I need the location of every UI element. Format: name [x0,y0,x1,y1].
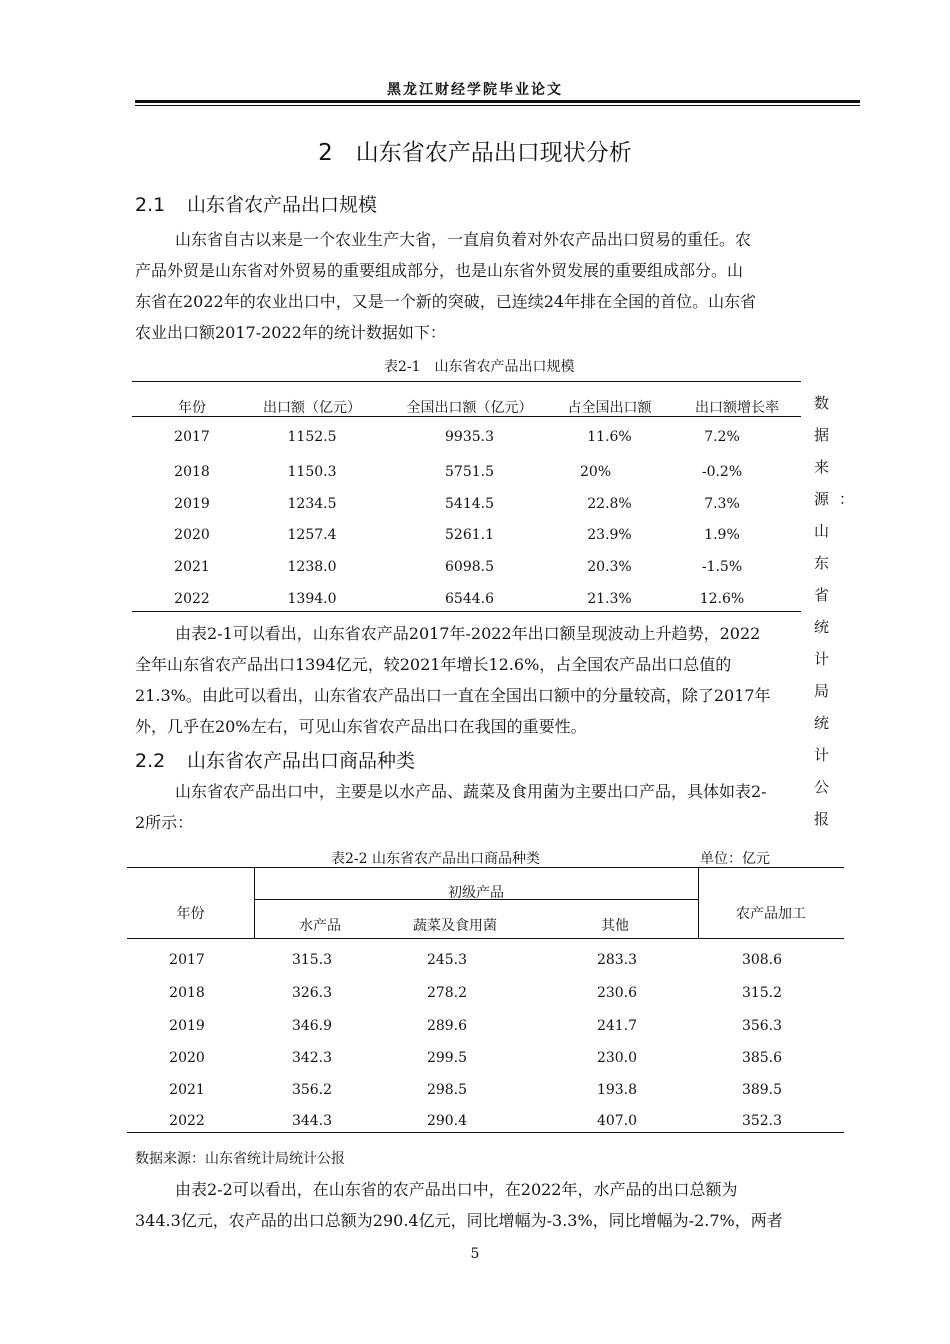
table-cell: 9935.3 [445,429,494,445]
table-row [127,952,844,974]
table-cell: 356.3 [741,1018,783,1034]
table-cell: 299.5 [426,1050,468,1066]
header-rule [135,100,860,103]
table-header-rule [132,416,801,417]
table-cell: 5261.1 [445,527,494,543]
table-cell: 407.0 [596,1113,638,1129]
paragraph-categories [135,776,860,838]
table-row [132,559,801,581]
column-header: 出口额增长率 [695,400,779,416]
table-cell: 315.2 [741,985,783,1001]
column-header: 占全国出口额 [567,400,652,416]
paragraph-line: 山东省自古以来是一个农业生产大省，一直肩负着对外农产品出口贸易的重任。农 [175,230,752,249]
table-cell: 352.3 [741,1113,783,1129]
paragraph-line: 2所示： [135,813,194,832]
table-cell: 298.5 [426,1082,468,1098]
table-cell: 1150.3 [287,464,337,480]
paragraph-line: 21.3%。由此可以看出，山东省农产品出口一直在全国出口额中的分量较高，除了2017年 [135,686,771,705]
table-cell: 21.3% [587,591,632,607]
table-cell: 5751.5 [445,464,494,480]
table-cell: 385.6 [741,1050,783,1066]
table-top-rule [132,381,801,382]
table-cell: 20.3% [587,559,632,575]
table-cell: 193.8 [596,1082,638,1098]
table-cell: 2020 [174,527,210,543]
table-cell: 5414.5 [445,496,494,512]
column-header: 水产品 [299,918,341,934]
chapter-title: 2 山东省农产品出口现状分析 [318,140,632,166]
table-cell: 241.7 [596,1018,638,1034]
paragraph-line: 全年山东省农产品出口1394亿元，较2021年增长12.6%，占全国农产品出口总值的 [135,655,732,674]
table-cell: 230.0 [596,1050,638,1066]
table-cell: 2019 [169,1018,205,1034]
table-unit: 单位：亿元 [700,851,770,867]
table-row [132,527,801,549]
table-cell: 1152.5 [287,429,337,445]
section-title: 山东省农产品出口商品种类 [187,750,416,772]
paragraph-line: 东省在2022年的农业出口中，又是一个新的突破，已连续24年排在全国的首位。山东省 [135,292,757,311]
table-cell: 346.9 [291,1018,333,1034]
paragraph-intro [135,224,860,348]
table-cell: 315.3 [291,952,333,968]
table-cell: 1257.4 [287,527,337,543]
table-cell: 6544.6 [445,591,494,607]
table-cell: 6098.5 [445,559,494,575]
section-number: 2.1 [135,194,166,216]
table-cell: 22.8% [587,496,632,512]
table-cell: 245.3 [426,952,468,968]
table-cell: 2018 [169,985,205,1001]
column-header: 农产品加工 [736,906,806,922]
paragraph-line: 344.3亿元，农产品的出口总额为290.4亿元，同比增幅为-3.3%，同比增幅为-2.7%，两者 [135,1211,783,1230]
table-cell: 2021 [174,559,210,575]
section-title: 山东省农产品出口规模 [187,194,378,216]
table-top-rule [127,867,844,868]
table-cell: 2020 [169,1050,205,1066]
table-cell: 344.3 [291,1113,333,1129]
table-vertical-rule [254,867,255,939]
table-cell: 2019 [174,496,210,512]
paragraph-analysis-2 [135,1174,860,1236]
paragraph-line: 外，几乎在20%左右，可见山东省农产品出口在我国的重要性。 [135,717,587,736]
table-cell: -0.2% [701,464,743,480]
table-cell: 11.6% [587,429,632,445]
paragraph-line: 农业出口额2017-2022年的统计数据如下： [135,323,446,342]
column-header: 其他 [601,918,629,934]
column-header: 出口额（亿元） [263,400,361,416]
table-cell: 2021 [169,1082,205,1098]
table-cell: 2018 [174,464,210,480]
table-bottom-rule [127,1132,844,1133]
table-row [132,496,801,518]
column-header: 全国出口额（亿元） [406,400,533,416]
table-row [127,1018,844,1040]
table-cell: 2017 [174,429,210,445]
section-heading-2-1 [135,190,377,217]
table-cell: 2022 [174,591,210,607]
table-cell: 23.9% [587,527,632,543]
section-heading-2-2 [135,746,415,773]
table-cell: 356.2 [291,1082,333,1098]
table-bottom-rule [132,611,801,612]
table-row [132,591,801,613]
table-cell: -1.5% [701,559,743,575]
running-header: 黑龙江财经学院毕业论文 [387,82,563,98]
table-cell: 1394.0 [287,591,337,607]
table-caption: 表2-2 山东省农产品出口商品种类 [331,851,540,867]
table-row [127,985,844,1007]
table-source-note: 数据来源：山东省统计局统计公报 [814,394,865,828]
table-cell: 12.6% [699,591,745,607]
table-cell: 278.2 [426,985,468,1001]
paragraph-line: 山东省农产品出口中，主要是以水产品、蔬菜及食用菌为主要出口产品，具体如表2- [175,782,767,801]
table-row [127,1082,844,1104]
page-number: 5 [470,1246,480,1262]
table-row [132,464,801,486]
table-cell: 290.4 [426,1113,468,1129]
column-header: 年份 [178,400,206,416]
column-header: 年份 [176,906,205,922]
column-header: 蔬菜及食用菌 [413,918,497,934]
section-number: 2.2 [135,750,166,772]
header-rule-thin [135,105,860,106]
table-cell: 7.2% [704,429,740,445]
table-row [127,1050,844,1072]
table-cell: 2017 [169,952,205,968]
table-row [132,429,801,451]
table-cell: 2022 [169,1113,205,1129]
table-header-rule [127,938,844,939]
paragraph-line: 由表2-1可以看出，山东省农产品2017年-2022年出口额呈现波动上升趋势，2022 [175,624,761,643]
column-group-header: 初级产品 [448,885,504,901]
table-cell: 308.6 [741,952,783,968]
table-caption: 表2-1 山东省农产品出口规模 [384,359,575,375]
paragraph-line: 由表2-2可以看出，在山东省的农产品出口中，在2022年，水产品的出口总额为 [175,1180,738,1199]
table-cell: 1238.0 [287,559,337,575]
table-cell: 283.3 [596,952,638,968]
paragraph-line: 产品外贸是山东省对外贸易的重要组成部分，也是山东省外贸发展的重要组成部分。山 [135,261,744,280]
table-source-note: 数据来源：山东省统计局统计公报 [135,1151,345,1167]
table-cell: 1.9% [704,527,740,543]
table-cell: 326.3 [291,985,333,1001]
table-cell: 342.3 [291,1050,333,1066]
table-cell: 389.5 [741,1082,783,1098]
table-cell: 1234.5 [287,496,337,512]
table-cell: 20% [580,464,612,480]
paragraph-analysis [135,618,860,742]
table-cell: 289.6 [426,1018,468,1034]
table-cell: 230.6 [596,985,638,1001]
table-cell: 7.3% [704,496,740,512]
